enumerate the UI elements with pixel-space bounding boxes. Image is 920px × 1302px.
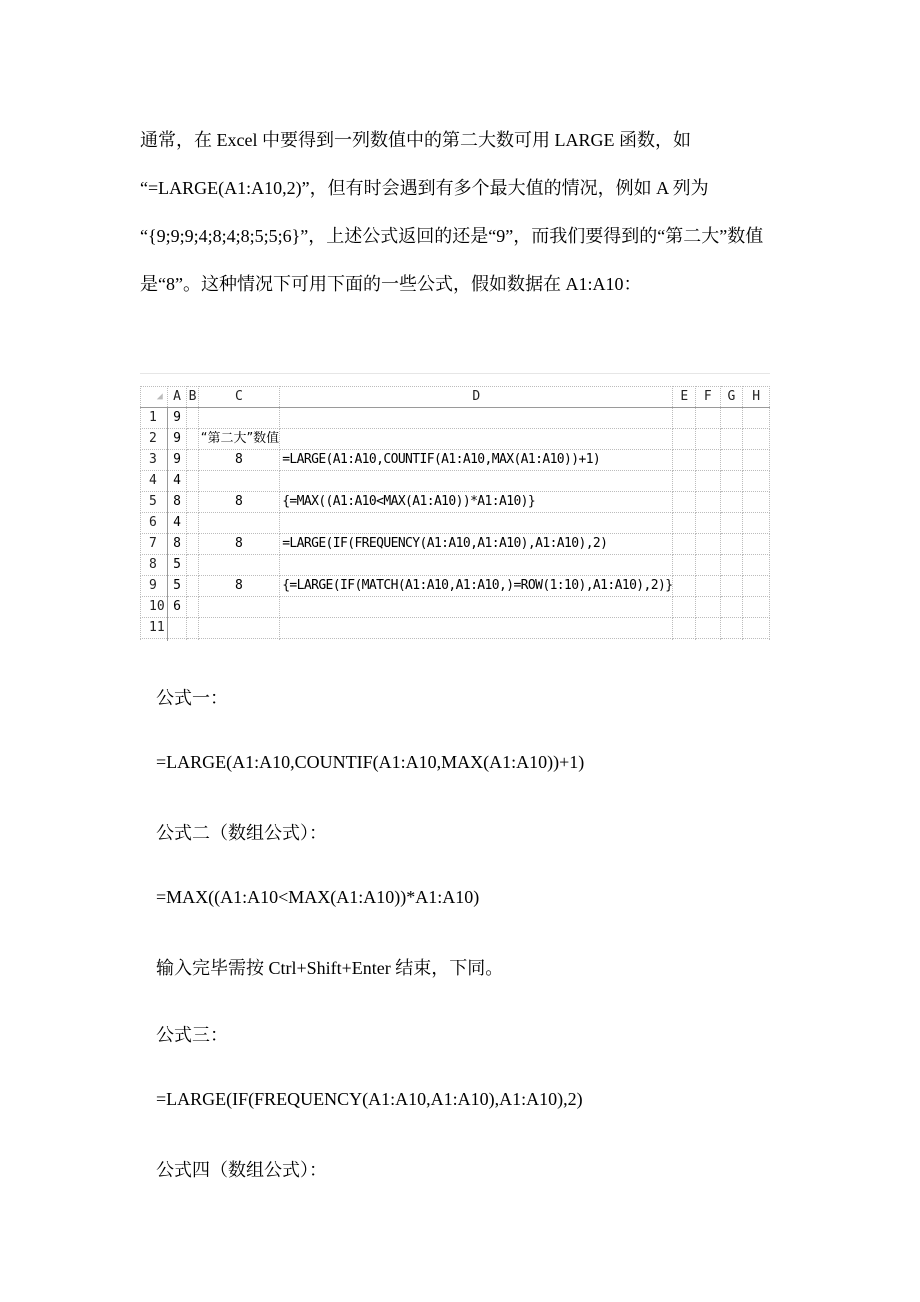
- cell-d: [280, 471, 673, 492]
- table-row: [141, 597, 770, 618]
- cell-d: =LARGE(IF(FREQUENCY(A1:A10,A1:A10),A1:A10),2): [280, 534, 673, 555]
- cell-a: 5: [167, 576, 187, 597]
- cell-d: [280, 429, 673, 450]
- cell-e: [673, 471, 696, 492]
- cell-h: [743, 639, 770, 642]
- cell-h: [743, 576, 770, 597]
- column-header-row: [141, 387, 770, 408]
- cell-g: [720, 408, 743, 429]
- table-row: [141, 429, 770, 450]
- cell-a: 6: [167, 597, 187, 618]
- cell-b: [187, 576, 198, 597]
- table-row: [141, 555, 770, 576]
- cell-e: [673, 597, 696, 618]
- cell-d: =LARGE(A1:A10,COUNTIF(A1:A10,MAX(A1:A10))+1): [280, 450, 673, 471]
- column-header: D: [280, 387, 673, 408]
- table-row: [141, 534, 770, 555]
- cell-b: [187, 639, 198, 642]
- cell-c: 8: [198, 492, 279, 513]
- formula-1: =LARGE(A1:A10,COUNTIF(A1:A10,MAX(A1:A10))+1): [156, 752, 585, 772]
- cell-d: [280, 513, 673, 534]
- intro-line: “=LARGE(A1:A10,2)”，但有时会遇到有多个最大值的情况，例如 A 列为: [140, 178, 709, 198]
- cell-a: 5: [167, 555, 187, 576]
- cell-f: [696, 555, 721, 576]
- cell-b: [187, 471, 198, 492]
- cell-c: [198, 555, 279, 576]
- cell-e: [673, 639, 696, 642]
- cell-d: [280, 408, 673, 429]
- cell-h: [743, 618, 770, 639]
- row-number: 6: [141, 513, 168, 534]
- intro-line: 通常，在 Excel 中要得到一列数值中的第二大数可用 LARGE 函数，如: [140, 130, 691, 150]
- cell-b: [187, 618, 198, 639]
- cell-g: [720, 513, 743, 534]
- cell-e: [673, 576, 696, 597]
- cell-b: [187, 492, 198, 513]
- row-number: 1: [141, 408, 168, 429]
- cell-a: 8: [167, 534, 187, 555]
- cell-c: [198, 471, 279, 492]
- cell-b: [187, 429, 198, 450]
- cell-g: [720, 639, 743, 642]
- cell-a: 9: [167, 429, 187, 450]
- cell-a: [167, 618, 187, 639]
- table-row: [141, 492, 770, 513]
- cell-f: [696, 639, 721, 642]
- cell-h: [743, 450, 770, 471]
- row-number: 4: [141, 471, 168, 492]
- cell-g: [720, 534, 743, 555]
- formula-1-heading: 公式一：: [156, 688, 228, 708]
- cell-e: [673, 450, 696, 471]
- table-row: [141, 576, 770, 597]
- cell-b: [187, 534, 198, 555]
- cell-f: [696, 618, 721, 639]
- cell-a: 9: [167, 408, 187, 429]
- cell-e: [673, 429, 696, 450]
- cell-f: [696, 429, 721, 450]
- row-number: 11: [141, 618, 168, 639]
- cell-h: [743, 597, 770, 618]
- cell-e: [673, 555, 696, 576]
- column-header: C: [198, 387, 279, 408]
- cell-h: [743, 408, 770, 429]
- cell-b: [187, 513, 198, 534]
- row-number: 10: [141, 597, 168, 618]
- row-number: 8: [141, 555, 168, 576]
- column-header: A: [167, 387, 187, 408]
- divider: [140, 373, 770, 374]
- cell-g: [720, 450, 743, 471]
- cell-d: [280, 555, 673, 576]
- cell-f: [696, 492, 721, 513]
- cell-b: [187, 408, 198, 429]
- cell-d: [280, 618, 673, 639]
- cell-h: [743, 471, 770, 492]
- cell-h: [743, 513, 770, 534]
- cell-g: [720, 555, 743, 576]
- cell-e: [673, 534, 696, 555]
- cell-e: [673, 618, 696, 639]
- row-number: 9: [141, 576, 168, 597]
- cell-c: [198, 639, 279, 642]
- cell-f: [696, 534, 721, 555]
- cell-a: 4: [167, 471, 187, 492]
- table-row: [141, 639, 770, 642]
- cell-c: “第二大”数值: [198, 429, 279, 450]
- select-all-corner: ◢: [141, 387, 168, 408]
- table-row: [141, 513, 770, 534]
- cell-f: [696, 513, 721, 534]
- cell-e: [673, 408, 696, 429]
- cell-f: [696, 450, 721, 471]
- row-number: 2: [141, 429, 168, 450]
- table-row: [141, 618, 770, 639]
- column-header: G: [720, 387, 743, 408]
- column-header: B: [187, 387, 198, 408]
- cell-h: [743, 555, 770, 576]
- cell-h: [743, 534, 770, 555]
- cell-c: [198, 513, 279, 534]
- cell-c: [198, 618, 279, 639]
- intro-line: “{9;9;9;4;8;4;8;5;5;6}”，上述公式返回的还是“9”，而我们要得到的“第二大”数值: [140, 226, 764, 246]
- cell-d: [280, 639, 673, 642]
- cell-b: [187, 555, 198, 576]
- array-formula-note: 输入完毕需按 Ctrl+Shift+Enter 结束，下同。: [156, 958, 504, 978]
- row-number: 3: [141, 450, 168, 471]
- intro-paragraph: [140, 116, 790, 308]
- table-row: [141, 408, 770, 429]
- formula-3-heading: 公式三：: [156, 1025, 228, 1045]
- cell-d: {=LARGE(IF(MATCH(A1:A10,A1:A10,)=ROW(1:10),A1:A10),2)}: [280, 576, 673, 597]
- formula-2: =MAX((A1:A10<MAX(A1:A10))*A1:A10): [156, 887, 480, 907]
- formula-4-heading: 公式四（数组公式）：: [156, 1160, 327, 1180]
- cell-b: [187, 597, 198, 618]
- cell-a: 9: [167, 450, 187, 471]
- cell-a: [167, 639, 187, 642]
- cell-h: [743, 429, 770, 450]
- cell-g: [720, 597, 743, 618]
- intro-line: 是“8”。这种情况下可用下面的一些公式，假如数据在 A1:A10：: [140, 274, 642, 294]
- cell-c: [198, 597, 279, 618]
- formula-2-heading: 公式二（数组公式）：: [156, 823, 327, 843]
- column-header: F: [696, 387, 721, 408]
- spreadsheet-screenshot: [140, 373, 770, 641]
- row-number: 7: [141, 534, 168, 555]
- cell-f: [696, 408, 721, 429]
- cell-d: {=MAX((A1:A10<MAX(A1:A10))*A1:A10)}: [280, 492, 673, 513]
- spreadsheet-grid: [140, 386, 770, 641]
- cell-c: 8: [198, 534, 279, 555]
- cell-g: [720, 576, 743, 597]
- cell-e: [673, 513, 696, 534]
- cell-a: 8: [167, 492, 187, 513]
- cell-h: [743, 492, 770, 513]
- cell-b: [187, 450, 198, 471]
- formula-3: =LARGE(IF(FREQUENCY(A1:A10,A1:A10),A1:A10),2): [156, 1089, 583, 1109]
- cell-c: [198, 408, 279, 429]
- column-header: E: [673, 387, 696, 408]
- cell-a: 4: [167, 513, 187, 534]
- cell-d: [280, 597, 673, 618]
- column-header: H: [743, 387, 770, 408]
- cell-g: [720, 492, 743, 513]
- cell-f: [696, 471, 721, 492]
- cell-g: [720, 429, 743, 450]
- table-row: [141, 471, 770, 492]
- cell-g: [720, 618, 743, 639]
- row-number: 5: [141, 492, 168, 513]
- row-number: [141, 639, 168, 642]
- cell-c: 8: [198, 576, 279, 597]
- cell-g: [720, 471, 743, 492]
- cell-f: [696, 576, 721, 597]
- table-row: [141, 450, 770, 471]
- cell-e: [673, 492, 696, 513]
- cell-f: [696, 597, 721, 618]
- cell-c: 8: [198, 450, 279, 471]
